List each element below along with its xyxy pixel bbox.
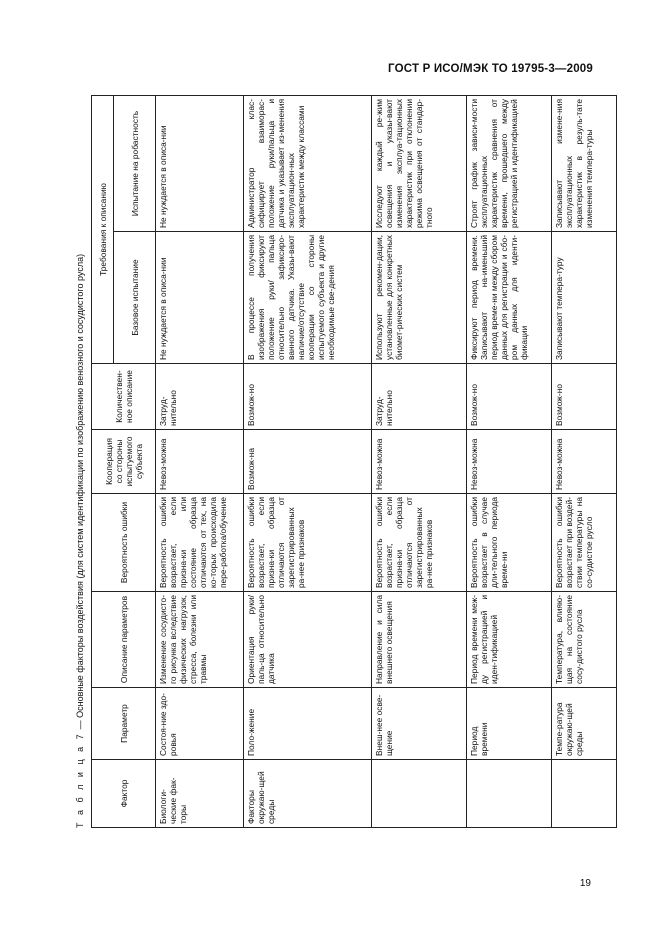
header-error-probability: Вероятность ошибки — [92, 494, 156, 592]
page-number: 19 — [579, 878, 591, 889]
cell-parameter: Поло-жение — [244, 688, 372, 760]
cell-basic: Записывают темпера-туру — [552, 232, 617, 364]
cell-factor: Факторы окружаю-щей среды — [244, 760, 372, 828]
cell-robust: Администратор клас-сифицирует взаиморас-положение руки/пальца и датчика и указывает из-менения эксплуатацион-ных характеристик между классами — [244, 95, 372, 231]
cell-description: Направление и сила внешнего освещения — [372, 592, 467, 688]
cell-quantitative: Затруд-нительно — [372, 364, 467, 430]
cell-description: Период времени меж-ду регистрацией и иден-тификацией — [467, 592, 552, 688]
header-description: Описание параметров — [92, 592, 156, 688]
cell-parameter: Внеш-нее осве-щение — [372, 688, 467, 760]
table-row — [372, 95, 467, 827]
cell-parameter: Темпе-ратура окружаю-щей среды — [552, 688, 617, 760]
cell-error: Вероятность ошибки возрастает, если призна-ки или состояние образца отличаются от тех, на ко-торых происходила пере-работка/обучение — [156, 494, 244, 592]
cell-basic: Используют рекомен-дации, установленные для конкретных биомет-рических систем — [372, 232, 467, 364]
table-row — [244, 95, 372, 827]
cell-robust: Записывают измене-ния эксплуатационных характеристик в резуль-тате изменения темпера-туры — [552, 95, 617, 231]
header-basic-test: Базовое испытание — [114, 232, 156, 364]
header-cooperation: Кооперация со стороны испытуемого субъекта — [92, 430, 156, 494]
cell-description: Изменение сосудисто-го рисунка вследствие физических нагрузок, стресса, болезни или травмы — [156, 592, 244, 688]
cell-cooperation: Невоз-можна — [156, 430, 244, 494]
cell-factor: Биологи-ческие фак-торы — [156, 760, 244, 828]
cell-cooperation: Возмож-на — [244, 430, 372, 494]
cell-cooperation: Невоз-можна — [372, 430, 467, 494]
cell-quantitative: Возмож-но — [552, 364, 617, 430]
table-row — [156, 95, 244, 827]
factors-table — [91, 95, 617, 828]
cell-basic: В процессе получения изображения фиксируют положение руки/ пальца относительно зафиксиро-ванного датчика. Указы-вают наличие/отсутствие кооперации со стороны испытуемого субъекта и другие необходимые све-дения — [244, 232, 372, 364]
cell-description: Ориентация руки/паль-ца относительно датчика — [244, 592, 372, 688]
table-caption — [69, 254, 91, 828]
cell-factor — [552, 760, 617, 828]
cell-factor — [372, 760, 467, 828]
cell-parameter: Состоя-ние здо-ровья — [156, 688, 244, 760]
caption-label: Т а б л и ц а 7 — [75, 731, 85, 828]
cell-robust: Исследуют каждый ре-жим освещения и указы-вают изменения эксплуа-тационных характеристик при отклонении режима освещения от стандар-тного — [372, 95, 467, 231]
cell-robust: Не нуждается в описа-нии — [156, 95, 244, 231]
header-robustness-test: Испытание на робастность — [114, 95, 156, 231]
table-row — [467, 95, 552, 827]
cell-cooperation: Невоз-можна — [552, 430, 617, 494]
header-factor: Фактор — [92, 760, 156, 828]
cell-quantitative: Затруд-нительно — [156, 364, 244, 430]
cell-quantitative: Возмож-но — [467, 364, 552, 430]
cell-error: Вероятность ошибки возрастает, если призна-ки образца отличаются от зарегистрированных ра-нее признаков — [372, 494, 467, 592]
cell-basic: Не нуждается в описа-нии — [156, 232, 244, 364]
table-row — [552, 95, 617, 827]
cell-error: Вероятность ошибки возрастает в случае дли-тельного периода време-ни — [467, 494, 552, 592]
cell-error: Вероятность ошибки возрастает при воздей-ствии температуры на со-судистое русло — [552, 494, 617, 592]
cell-error: Вероятность ошибки возрастает, если призна-ки образца отличаются от зарегистрированных ра-нее признаков — [244, 494, 372, 592]
cell-factor — [467, 760, 552, 828]
header-parameter: Параметр — [92, 688, 156, 760]
cell-robust: Строят график зависи-мости эксплуатационных характеристик сравнения от времени, прошедшего между регистрацией и идентификацией — [467, 95, 552, 231]
cell-cooperation: Невоз-можна — [467, 430, 552, 494]
cell-parameter: Период времени — [467, 688, 552, 760]
document-code: ГОСТ Р ИСО/МЭК ТО 19795-3—2009 — [388, 63, 593, 75]
header-quantitative: Количествен-ное описание — [92, 364, 156, 430]
header-requirements: Требования к описанию — [92, 95, 114, 363]
rotated-table-block — [69, 96, 594, 828]
cell-description: Температура, влияю-щая на состояние сосу-дистого русла — [552, 592, 617, 688]
cell-quantitative: Возмож-но — [244, 364, 372, 430]
cell-basic: Фиксируют период времени. Записывают на-именьший период време-ни между сбором данных для регистрации и сбо-ром данных для иденти-фикации — [467, 232, 552, 364]
caption-text: — Основные факторы воздействия (для систем идентификации по изображению венозного и сосудистого русла) — [75, 253, 85, 732]
